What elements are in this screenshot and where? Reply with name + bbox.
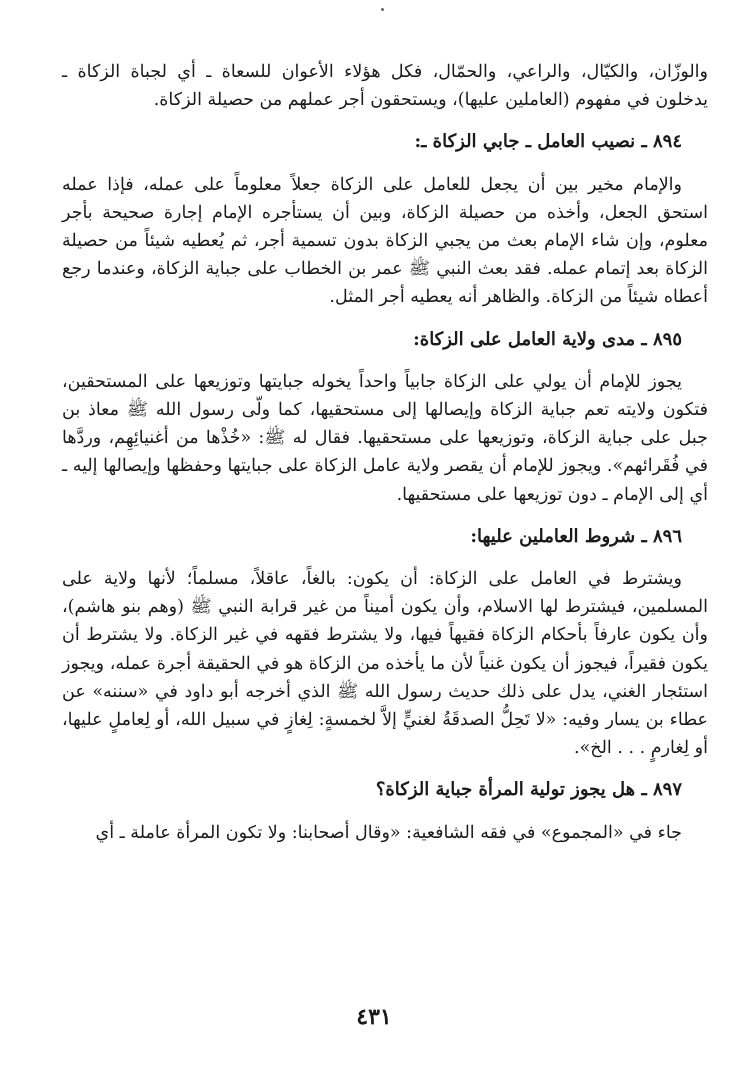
section-heading-894: ٨٩٤ ـ نصيب العامل ـ جابي الزكاة ـ:: [414, 131, 682, 153]
page-body: [62, 58, 708, 847]
paragraph-897: جاء في «المجموع» في فقه الشافعية: «وقال أصحابنا: ولا تكون المرأة عاملة ـ أي: [95, 822, 682, 843]
page-number: ٤٣١: [356, 1004, 392, 1030]
paragraph-896: ويشترط في العامل على الزكاة: أن يكون: بالغاً، عاقلاً، مسلماً؛ لأنها ولاية على المسلمين، فيشترط لها الاسلام، وأن يكون أميناً من غير قرابة النبي ﷺ (وهم بنو هاشم)، وأن يكون عارفاً بأحكام الزكاة فقيهاً فيها، ولا يشترط فقهه في غير الزكاة. ولا يشترط أن يكون فقيراً، فيجوز أن يكون غنياً لأن ما يأخذه من الزكاة هو في الحقيقة أجرة عمله، ويجوز استئجار الغني، يدل على ذلك حديث رسول الله ﷺ الذي أخرجه أبو داود في «سننه» عن عطاء بن يسار وفيه: «لا تَحِلُّ الصدقَةُ لغنيٍّ إلاَّ لخمسةٍ: لِغازٍ في سبيل الله، أو لِعاملٍ عليها، أو لِغارمٍ . . . الخ».: [62, 569, 708, 759]
section-heading-896: ٨٩٦ ـ شروط العاملين عليها:: [470, 525, 682, 547]
section-heading-895: ٨٩٥ ـ مدى ولاية العامل على الزكاة:: [413, 328, 682, 350]
scan-speck: [381, 8, 384, 11]
paragraph-894: والإمام مخير بين أن يجعل للعامل على الزكاة جعلاً معلوماً على عمله، فإذا عمله استحق الجعل، وأخذه من حصيلة الزكاة، وبين أن يستأجره الإمام إجارة صحيحة بأجر معلوم، وإن شاء الإمام بعث من يجبي الزكاة بدون تسمية أجر، ثم يُعطيه شيئاً من حصيلة الزكاة بعد إتمام عمله. فقد بعث النبي ﷺ عمر بن الخطاب على جباية الزكاة، وعندما رجع أعطاه شيئاً من الزكاة. والظاهر أنه يعطيه أجر المثل.: [62, 174, 708, 308]
section-heading-897: ٨٩٧ ـ هل يجوز تولية المرأة جباية الزكاة؟: [375, 779, 682, 801]
paragraph-895: يجوز للإمام أن يولي على الزكاة جابياً واحداً يخوله جبايتها وتوزيعها على المستحقين، فتكون ولايته تعم جباية الزكاة وإيصالها إلى مستحقيها، كما ولّى رسول الله ﷺ معاذ بن جبل على جباية الزكاة، وتوزيعها على مستحقيها. فقال له ﷺ: «خُذْها من أغنيائِهِم، وردَّها في فُقَرائهم». ويجوز للإمام أن يقصر ولاية عامل الزكاة على جبايتها وحفظها وإيصالها إليه ـ أي إلى الإمام ـ دون توزيعها على مستحقيها.: [62, 371, 708, 505]
paragraph-intro: والوزّان، والكيّال، والراعي، والحمّال، فكل هؤلاء الأعوان للسعاة ـ أي لجباة الزكاة ـ يدخلون في مفهوم (العاملين عليها)، ويستحقون أجر عملهم من حصيلة الزكاة.: [62, 62, 708, 111]
